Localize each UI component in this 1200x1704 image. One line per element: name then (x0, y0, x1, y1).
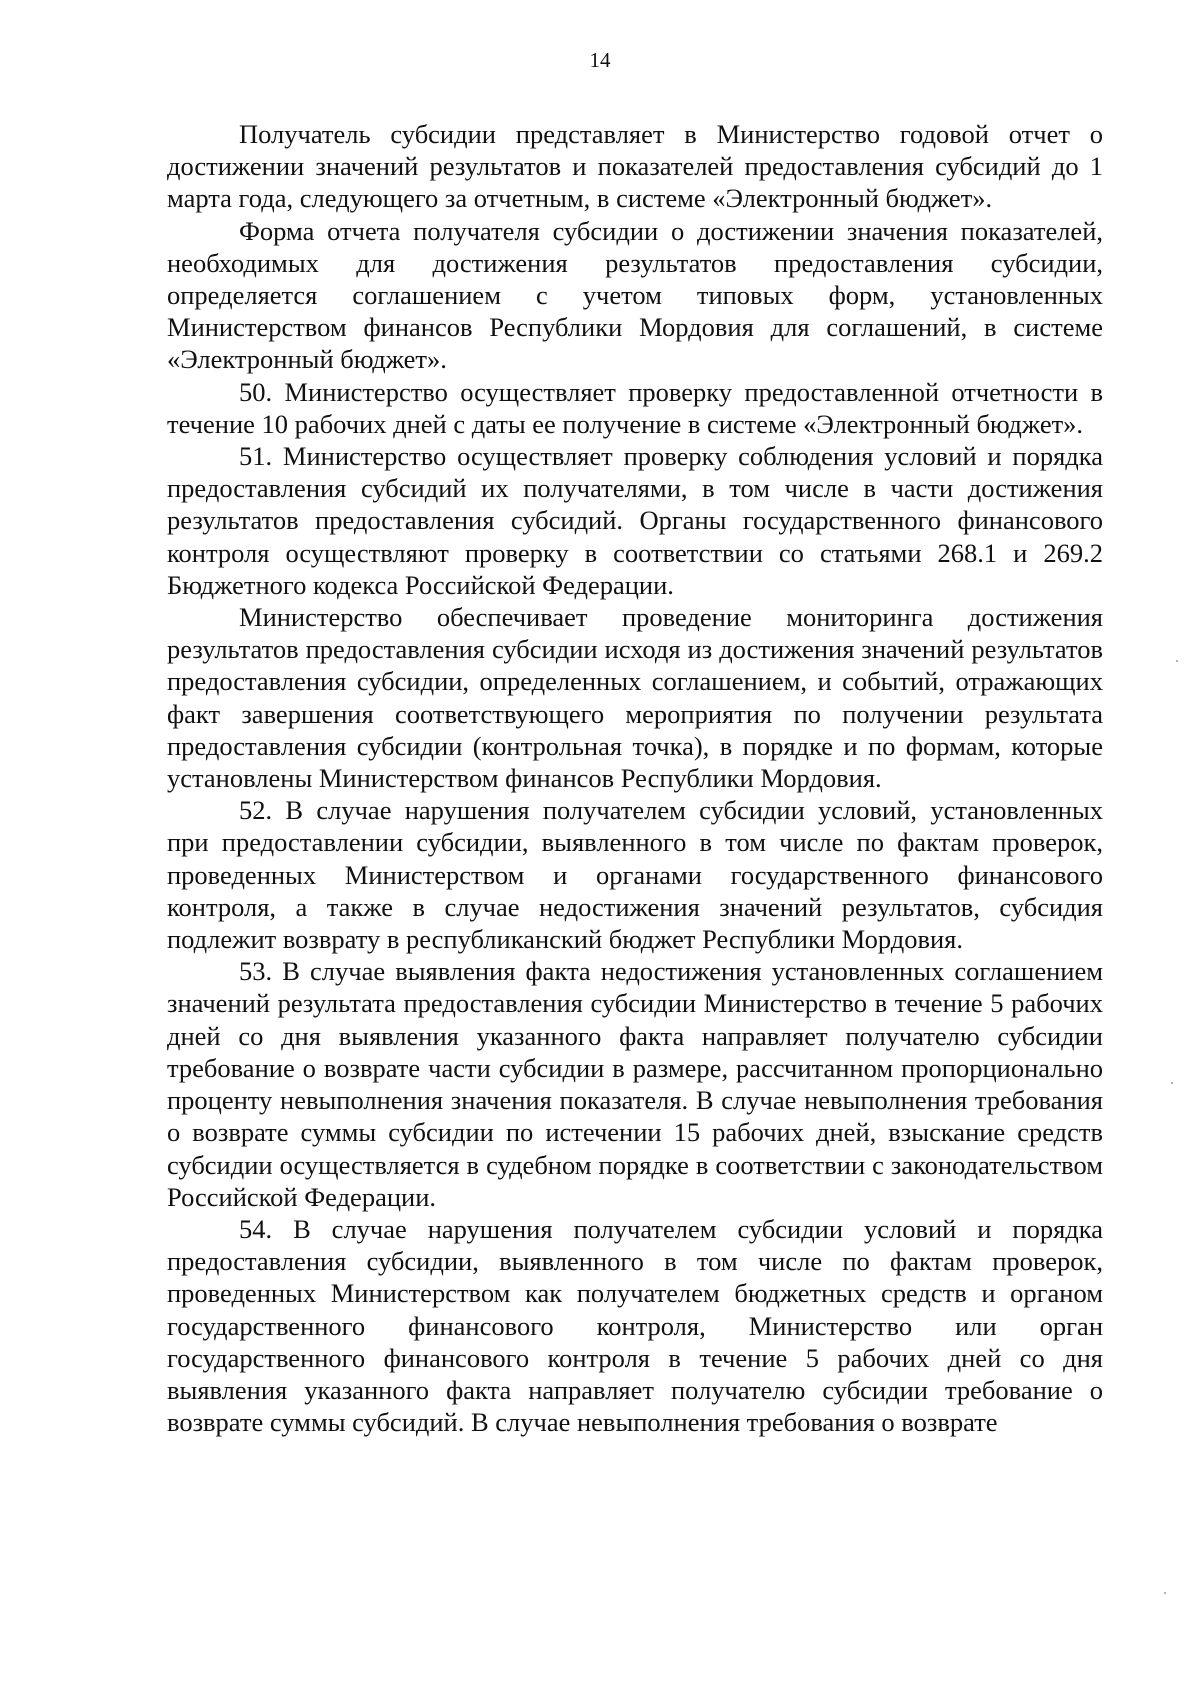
paragraph-50: 50. Министерство осуществляет проверку предоставленной отчетности в течение 10 рабочих дней с даты ее получение в системе «Электронный бюджет». (167, 376, 1103, 439)
paragraph-report-submission: Получатель субсидии представляет в Министерство годовой отчет о достижении значений результатов и показателей предоставления субсидий до 1 марта года, следующего за отчетным, в системе «Электронный бюджет». (167, 119, 1103, 214)
paragraph-54: 54. В случае нарушения получателем субсидии условий и порядка предоставления субсидии, выявленного в том числе по фактам проверок, проведенных Министерством как получателем бюджетных средств и органом государственного финансового контроля, Министерство или орган государственного финансового контроля в течение 5 рабочих дней со дня выявления указанного факта направляет получателю субсидии требование о возврате суммы субсидий. В случае невыполнения требования о возврате (167, 1213, 1103, 1438)
paragraph-51: 51. Министерство осуществляет проверку соблюдения условий и порядка предоставления субсидий их получателями, в том числе в части достижения результатов предоставления субсидий. Органы государственного финансового контроля осуществляют проверку в соответствии со статьями 268.1 и 269.2 Бюджетного кодекса Российской Федерации. (167, 441, 1103, 600)
document-body (167, 118, 1103, 1438)
scan-speck (1164, 1592, 1166, 1594)
scan-speck (1176, 660, 1178, 662)
paragraph-report-form: Форма отчета получателя субсидии о достижении значения показателей, необходимых для достижения результатов предоставления субсидии, определяется соглашением с учетом типовых форм, установленных Министерством финансов Республики Мордовия для соглашений, в системе «Электронный бюджет». (167, 215, 1103, 375)
scan-speck (1171, 1082, 1173, 1084)
page-number: 14 (589, 48, 611, 72)
paragraph-52: 52. В случае нарушения получателем субсидии условий, установленных при предоставлении субсидии, выявленного в том числе по фактам проверок, проведенных Министерством и органами государственного финансового контроля, а также в случае недостижения значений результатов, субсидия подлежит возврату в республиканский бюджет Республики Мордовия. (167, 795, 1103, 955)
paragraph-monitoring: Министерство обеспечивает проведение мониторинга достижения результатов предоставления субсидии исходя из достижения значений результатов предоставления субсидии, определенных соглашением, и событий, отражающих факт завершения соответствующего мероприятия по получении результата предоставления субсидии (контрольная точка), в порядке и по формам, которые установлены Министерством финансов Республики Мордовия. (167, 602, 1103, 794)
paragraph-53: 53. В случае выявления факта недостижения установленных соглашением значений результата предоставления субсидии Министерство в течение 5 рабочих дней со дня выявления указанного факта направляет получателю субсидии требование о возврате части субсидии в размере, рассчитанном пропорционально проценту невыполнения значения показателя. В случае невыполнения требования о возврате суммы субсидии по истечении 15 рабочих дней, взыскание средств субсидии осуществляется в судебном порядке в соответствии с законодательством Российской Федерации. (167, 956, 1103, 1212)
